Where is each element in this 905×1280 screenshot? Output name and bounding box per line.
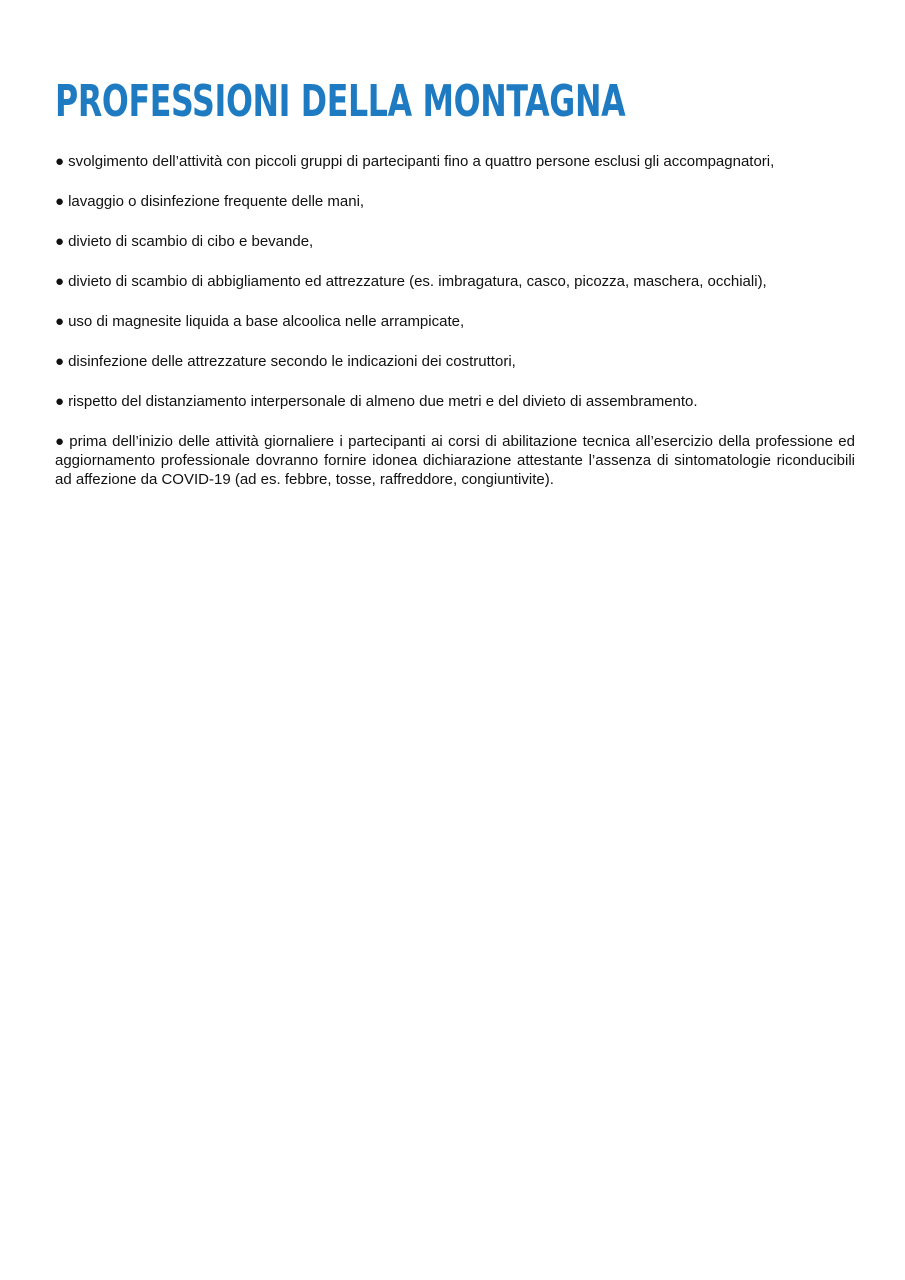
bullet-icon: ● (55, 353, 65, 370)
list-item-text: divieto di scambio di cibo e bevande, (68, 233, 314, 250)
list-item-text: svolgimento dell’attività con piccoli gruppi di partecipanti fino a quattro persone esclusi gli accompagnatori, (68, 153, 775, 170)
list-item (55, 392, 855, 411)
list-item-text: rispetto del distanziamento interpersonale di almeno due metri e del divieto di assembramento. (68, 393, 698, 410)
list-item (55, 192, 855, 211)
list-item (55, 152, 855, 171)
list-item-text: divieto di scambio di abbigliamento ed attrezzature (es. imbragatura, casco, picozza, maschera, occhiali), (68, 273, 767, 290)
list-item (55, 232, 855, 251)
list-item (55, 432, 855, 489)
list-item-text: lavaggio o disinfezione frequente delle mani, (68, 193, 365, 210)
list-item-text: disinfezione delle attrezzature secondo le indicazioni dei costruttori, (68, 353, 516, 370)
bullet-icon: ● (55, 233, 65, 250)
list-item-text: uso di magnesite liquida a base alcoolica nelle arrampicate, (68, 313, 465, 330)
bullet-icon: ● (55, 313, 65, 330)
list-item (55, 312, 855, 331)
bullet-icon: ● (55, 193, 65, 210)
bullet-icon: ● (55, 273, 65, 290)
bullet-icon: ● (55, 393, 65, 410)
bullet-icon: ● (55, 153, 65, 170)
list-item-text: prima dell’inizio delle attività giornaliere i partecipanti ai corsi di abilitazione tecnica all’esercizio della professione ed aggiornamento professionale dovranno fornire idonea dichiarazione attestante l’assenza di sintomatologie riconducibili ad affezione da COVID-19 (ad es. febbre, tosse, raffreddore, congiuntivite). (55, 433, 855, 488)
page-title: PROFESSIONI DELLA MONTAGNA (55, 76, 626, 127)
document-page (55, 74, 855, 510)
rules-list (55, 152, 855, 489)
list-item (55, 352, 855, 371)
bullet-icon: ● (55, 433, 66, 450)
list-item (55, 272, 855, 291)
